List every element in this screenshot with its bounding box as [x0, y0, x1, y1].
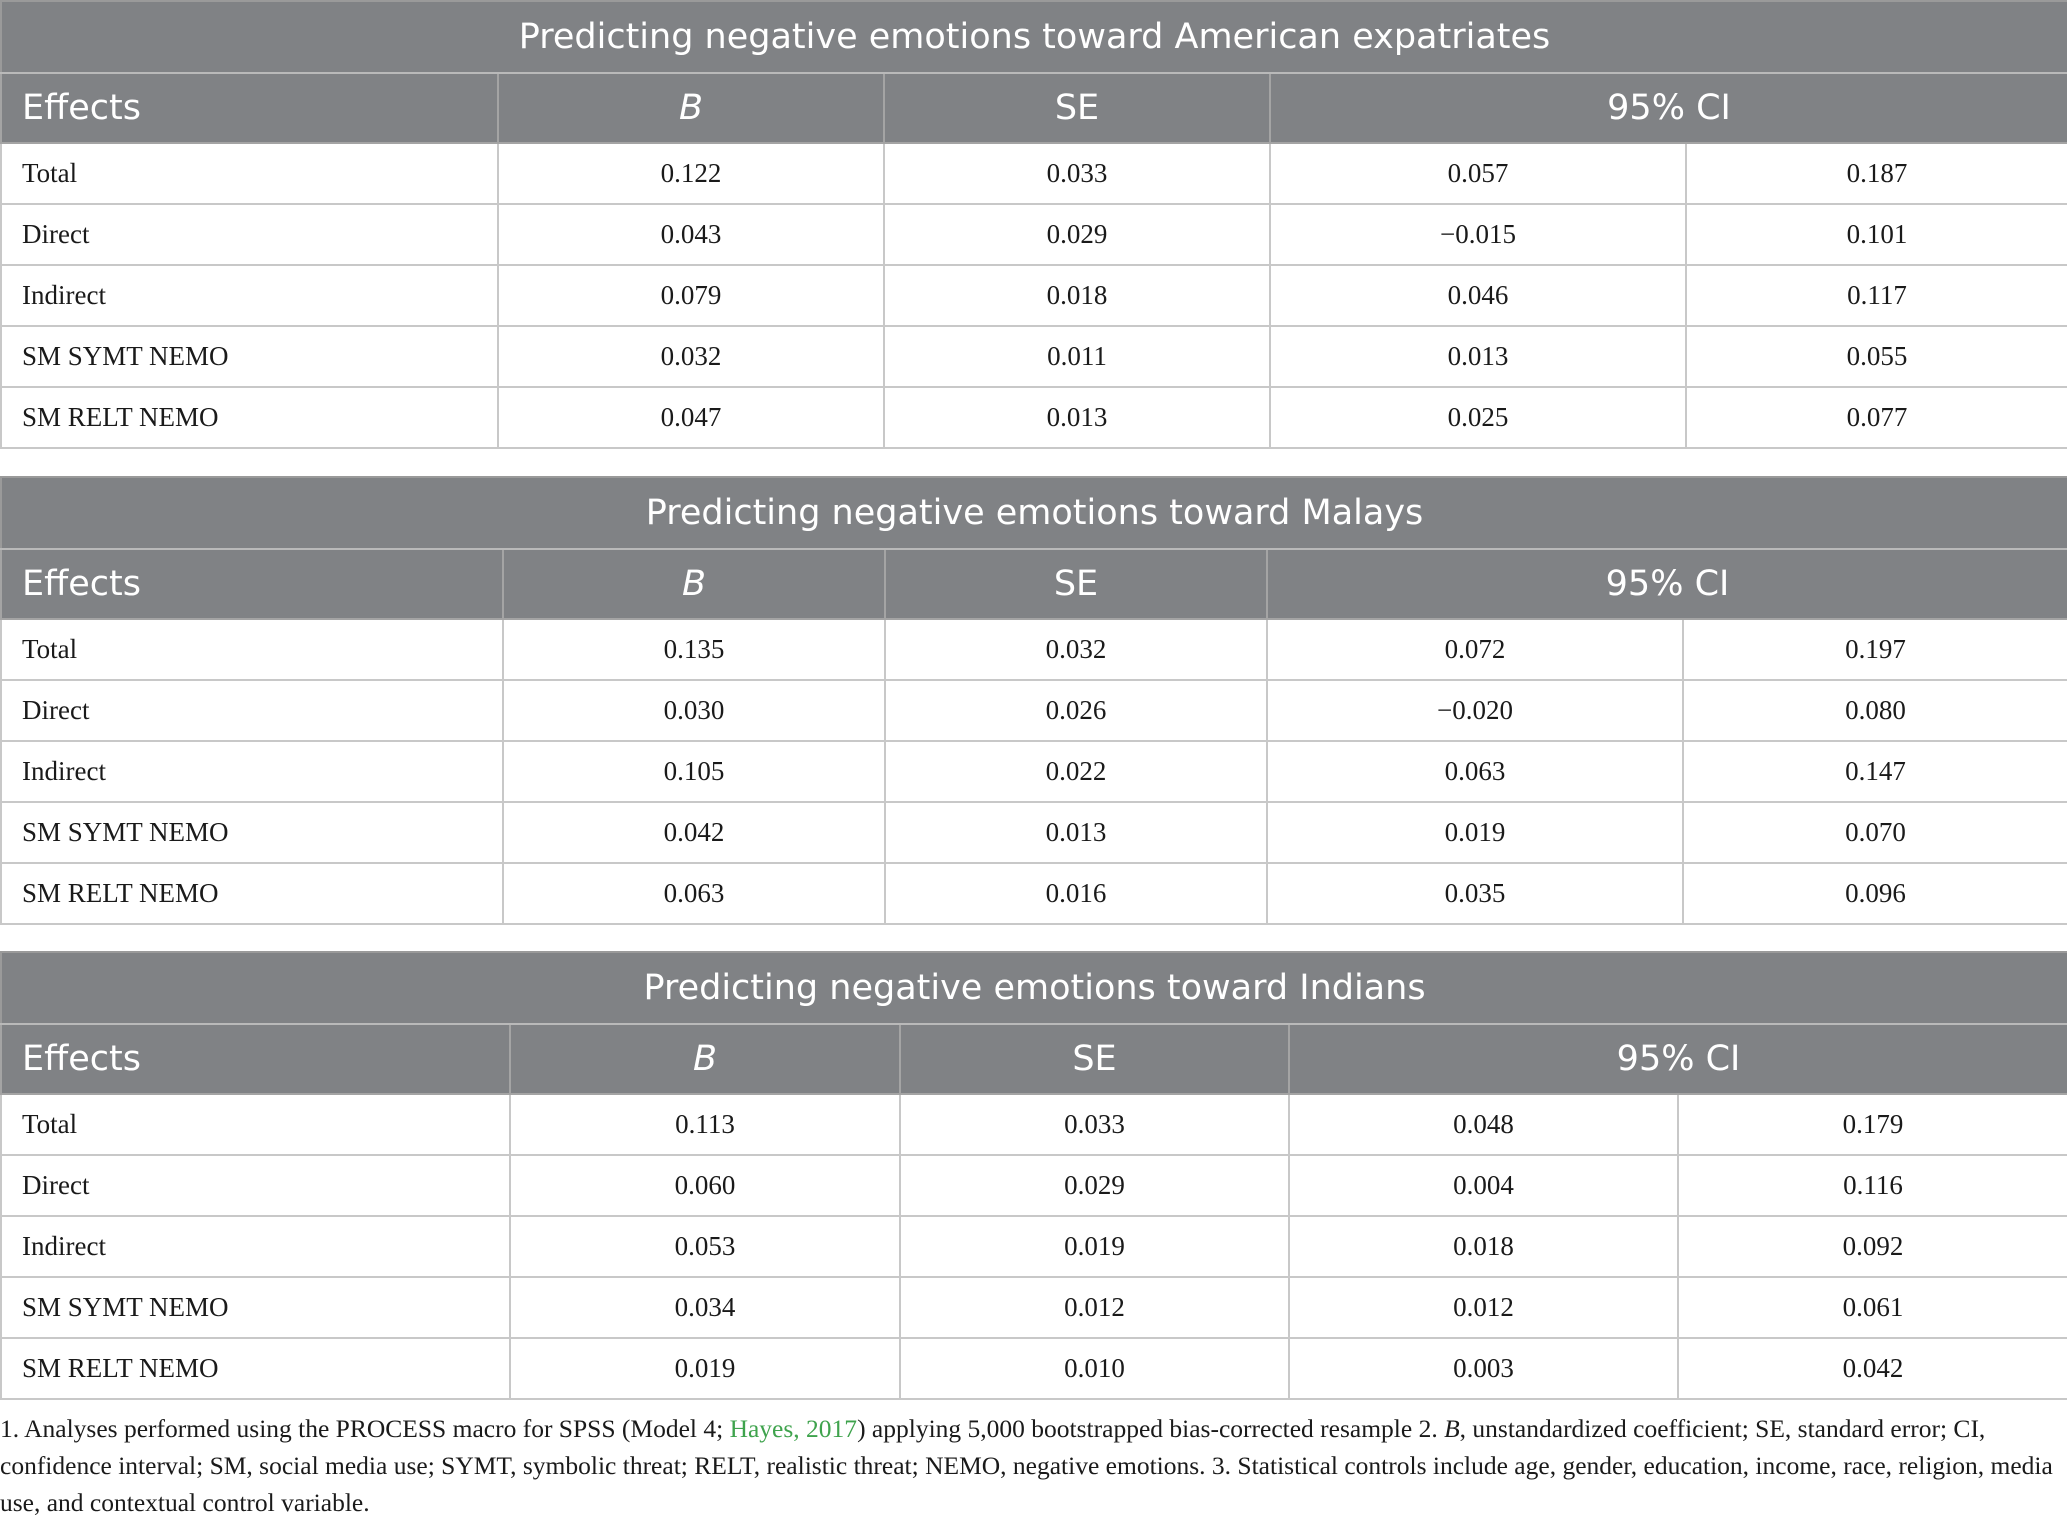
effect-cell: SM RELT NEMO — [1, 1338, 510, 1399]
table-row — [1, 1216, 2067, 1277]
table-row — [1, 387, 2067, 448]
effect-cell: Total — [1, 143, 498, 204]
se-cell: 0.033 — [900, 1094, 1289, 1155]
header-row — [1, 549, 2067, 619]
ci-low-cell: 0.063 — [1267, 741, 1683, 802]
table-row — [1, 204, 2067, 265]
table-row — [1, 680, 2067, 741]
table-title-row — [1, 952, 2067, 1024]
ci-low-cell: 0.048 — [1289, 1094, 1678, 1155]
effect-cell: Direct — [1, 680, 503, 741]
ci-low-cell: 0.035 — [1267, 863, 1683, 924]
table-title: Predicting negative emotions toward American expatriates — [1, 1, 2067, 73]
effect-cell: SM RELT NEMO — [1, 387, 498, 448]
effect-cell: Direct — [1, 204, 498, 265]
table-title-row — [1, 477, 2067, 549]
table-malays — [0, 476, 2067, 925]
table-row — [1, 1277, 2067, 1338]
effect-cell: Indirect — [1, 265, 498, 326]
ci-high-cell: 0.055 — [1686, 326, 2067, 387]
ci-low-cell: 0.018 — [1289, 1216, 1678, 1277]
se-cell: 0.029 — [900, 1155, 1289, 1216]
table-row — [1, 741, 2067, 802]
se-cell: 0.011 — [884, 326, 1270, 387]
header-effects: Effects — [1, 549, 503, 619]
se-cell: 0.032 — [885, 619, 1267, 680]
header-b: B — [510, 1024, 900, 1094]
effect-cell: Total — [1, 619, 503, 680]
b-cell: 0.034 — [510, 1277, 900, 1338]
ci-high-cell: 0.077 — [1686, 387, 2067, 448]
b-cell: 0.043 — [498, 204, 884, 265]
ci-high-cell: 0.117 — [1686, 265, 2067, 326]
ci-low-cell: 0.013 — [1270, 326, 1686, 387]
se-cell: 0.018 — [884, 265, 1270, 326]
se-cell: 0.022 — [885, 741, 1267, 802]
footnote-italic-b: B — [1444, 1414, 1460, 1443]
header-row — [1, 1024, 2067, 1094]
ci-low-cell: 0.072 — [1267, 619, 1683, 680]
b-cell: 0.042 — [503, 802, 885, 863]
results-table — [0, 951, 2067, 1400]
ci-high-cell: 0.096 — [1683, 863, 2067, 924]
header-ci: 95% CI — [1289, 1024, 2067, 1094]
header-se: SE — [900, 1024, 1289, 1094]
ci-low-cell: 0.004 — [1289, 1155, 1678, 1216]
table-row — [1, 1094, 2067, 1155]
se-cell: 0.012 — [900, 1277, 1289, 1338]
footnote-text-3: , unstandardized coefficient; SE, standard error; CI, confidence interval; SM, social media use; SYMT, symbolic threat; RELT, realistic threat; NEMO, negative emotions. 3. Statistical controls include age, gender, education, income, race, religion, media use, and contextual control variable. — [0, 1414, 2053, 1517]
b-cell: 0.053 — [510, 1216, 900, 1277]
ci-high-cell: 0.101 — [1686, 204, 2067, 265]
ci-high-cell: 0.197 — [1683, 619, 2067, 680]
footnote-reference-link[interactable]: Hayes, 2017 — [729, 1414, 858, 1443]
ci-high-cell: 0.187 — [1686, 143, 2067, 204]
effect-cell: SM SYMT NEMO — [1, 1277, 510, 1338]
ci-low-cell: 0.025 — [1270, 387, 1686, 448]
ci-high-cell: 0.179 — [1678, 1094, 2067, 1155]
se-cell: 0.019 — [900, 1216, 1289, 1277]
table-row — [1, 1155, 2067, 1216]
header-b: B — [498, 73, 884, 143]
b-cell: 0.032 — [498, 326, 884, 387]
b-cell: 0.105 — [503, 741, 885, 802]
b-cell: 0.063 — [503, 863, 885, 924]
ci-low-cell: 0.046 — [1270, 265, 1686, 326]
ci-high-cell: 0.070 — [1683, 802, 2067, 863]
se-cell: 0.013 — [884, 387, 1270, 448]
header-row — [1, 73, 2067, 143]
ci-low-cell: −0.015 — [1270, 204, 1686, 265]
b-cell: 0.030 — [503, 680, 885, 741]
header-ci: 95% CI — [1267, 549, 2067, 619]
table-american-expatriates — [0, 0, 2067, 449]
se-cell: 0.013 — [885, 802, 1267, 863]
header-ci: 95% CI — [1270, 73, 2067, 143]
b-cell: 0.047 — [498, 387, 884, 448]
header-se: SE — [884, 73, 1270, 143]
effect-cell: SM RELT NEMO — [1, 863, 503, 924]
table-row — [1, 1338, 2067, 1399]
ci-low-cell: 0.019 — [1267, 802, 1683, 863]
header-se: SE — [885, 549, 1267, 619]
effect-cell: SM SYMT NEMO — [1, 802, 503, 863]
header-effects: Effects — [1, 73, 498, 143]
se-cell: 0.010 — [900, 1338, 1289, 1399]
ci-high-cell: 0.061 — [1678, 1277, 2067, 1338]
table-footnote — [0, 1410, 2060, 1521]
b-cell: 0.135 — [503, 619, 885, 680]
table-row — [1, 802, 2067, 863]
ci-high-cell: 0.092 — [1678, 1216, 2067, 1277]
b-cell: 0.113 — [510, 1094, 900, 1155]
ci-low-cell: −0.020 — [1267, 680, 1683, 741]
effect-cell: SM SYMT NEMO — [1, 326, 498, 387]
table-title-row — [1, 1, 2067, 73]
ci-high-cell: 0.147 — [1683, 741, 2067, 802]
header-effects: Effects — [1, 1024, 510, 1094]
ci-high-cell: 0.042 — [1678, 1338, 2067, 1399]
b-cell: 0.122 — [498, 143, 884, 204]
ci-low-cell: 0.012 — [1289, 1277, 1678, 1338]
effect-cell: Direct — [1, 1155, 510, 1216]
se-cell: 0.016 — [885, 863, 1267, 924]
footnote-text-2: ) applying 5,000 bootstrapped bias-corrected resample 2. — [857, 1414, 1445, 1443]
effect-cell: Indirect — [1, 1216, 510, 1277]
effect-cell: Total — [1, 1094, 510, 1155]
se-cell: 0.026 — [885, 680, 1267, 741]
table-row — [1, 326, 2067, 387]
results-table — [0, 476, 2067, 925]
ci-low-cell: 0.003 — [1289, 1338, 1678, 1399]
se-cell: 0.029 — [884, 204, 1270, 265]
b-cell: 0.060 — [510, 1155, 900, 1216]
table-indians — [0, 951, 2067, 1400]
ci-high-cell: 0.080 — [1683, 680, 2067, 741]
b-cell: 0.079 — [498, 265, 884, 326]
se-cell: 0.033 — [884, 143, 1270, 204]
table-row — [1, 265, 2067, 326]
table-row — [1, 863, 2067, 924]
results-table — [0, 0, 2067, 449]
ci-high-cell: 0.116 — [1678, 1155, 2067, 1216]
b-cell: 0.019 — [510, 1338, 900, 1399]
table-row — [1, 619, 2067, 680]
header-b: B — [503, 549, 885, 619]
table-title: Predicting negative emotions toward Malays — [1, 477, 2067, 549]
table-title: Predicting negative emotions toward Indians — [1, 952, 2067, 1024]
table-row — [1, 143, 2067, 204]
footnote-text-1: 1. Analyses performed using the PROCESS macro for SPSS (Model 4; — [0, 1414, 730, 1443]
effect-cell: Indirect — [1, 741, 503, 802]
ci-low-cell: 0.057 — [1270, 143, 1686, 204]
